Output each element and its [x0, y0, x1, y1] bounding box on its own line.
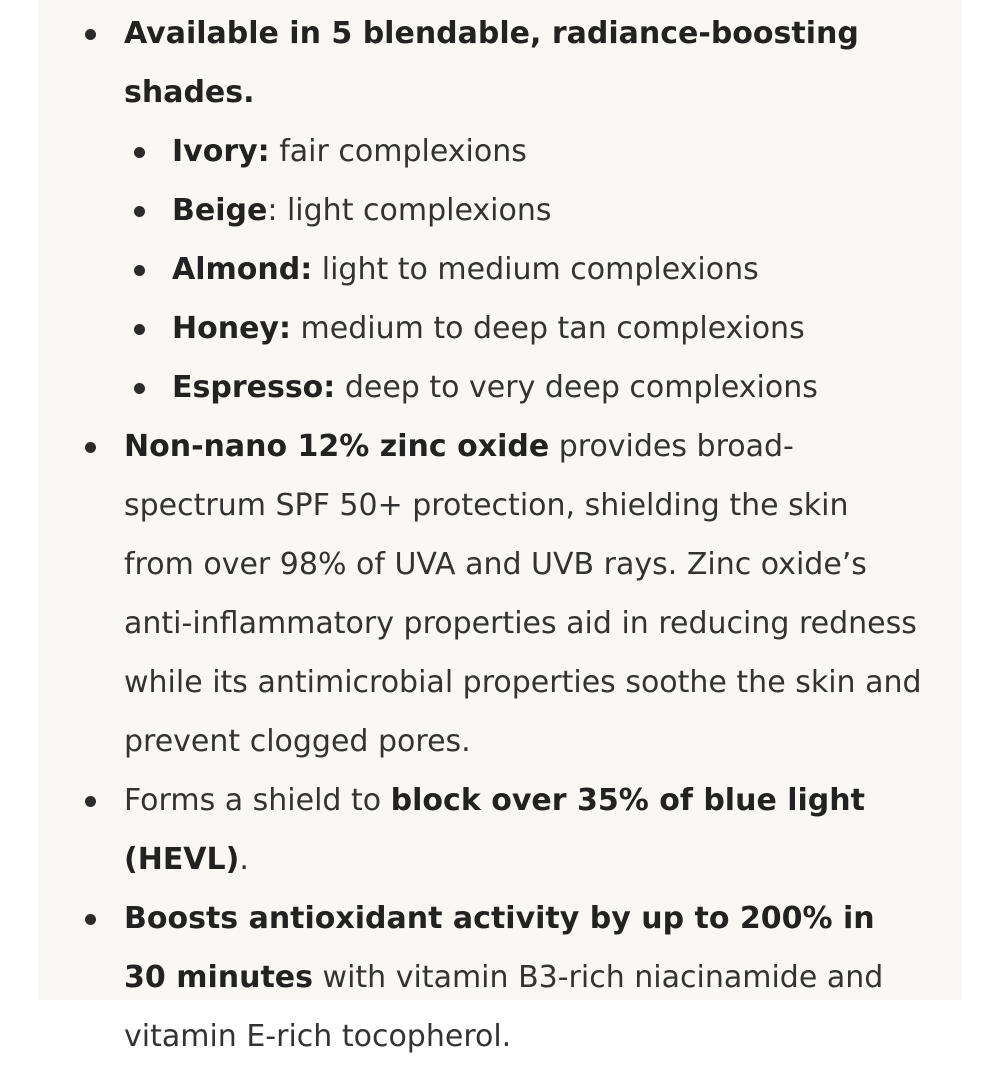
shade-name: Beige — [172, 193, 268, 228]
list-item-shade-honey — [124, 299, 922, 358]
antioxidant-heading: Boosts antioxidant activity by up to 200% in 30 minutes — [124, 901, 875, 995]
shade-desc: deep to very deep complexions — [335, 370, 818, 405]
product-benefits — [38, 4, 962, 1066]
shade-name: Almond: — [172, 252, 313, 287]
zinc-text: provides broad-spectrum SPF 50+ protection, shielding the skin from over 98% of UVA and UVB rays. Zinc oxide’s anti-inflammatory properties aid in reducing redness while its antimicrobial properties soothe the skin and prevent clogged pores. — [124, 429, 922, 759]
list-item-shades — [38, 4, 962, 417]
content-panel — [38, 0, 962, 1054]
list-item-shade-ivory — [124, 122, 922, 181]
shade-name: Honey: — [172, 311, 291, 346]
blue-light-pre: Forms a shield to — [124, 783, 391, 818]
list-item-shade-beige — [124, 181, 922, 240]
shades-heading: Available in 5 blendable, radiance-boosting shades. — [124, 16, 859, 110]
benefits-list — [38, 4, 962, 1066]
list-item-zinc-oxide — [38, 417, 962, 771]
shade-desc: : light complexions — [267, 193, 552, 228]
list-item-blue-light — [38, 771, 962, 889]
blue-light-post: . — [239, 842, 249, 877]
list-item-shade-almond — [124, 240, 922, 299]
blue-light-heading: block over 35% of blue light (HEVL) — [124, 783, 865, 877]
zinc-heading: Non-nano 12% zinc oxide — [124, 429, 550, 464]
shade-desc: medium to deep tan complexions — [290, 311, 805, 346]
list-item-antioxidant — [38, 889, 962, 1066]
shades-list — [124, 122, 922, 417]
list-item-shade-espresso — [124, 358, 922, 417]
shade-name: Ivory: — [172, 134, 270, 169]
shade-desc: light to medium complexions — [312, 252, 759, 287]
shade-name: Espresso: — [172, 370, 336, 405]
antioxidant-text: with vitamin B3-rich niacinamide and vitamin E-rich tocopherol. — [124, 960, 884, 1054]
shade-desc: fair complexions — [269, 134, 527, 169]
